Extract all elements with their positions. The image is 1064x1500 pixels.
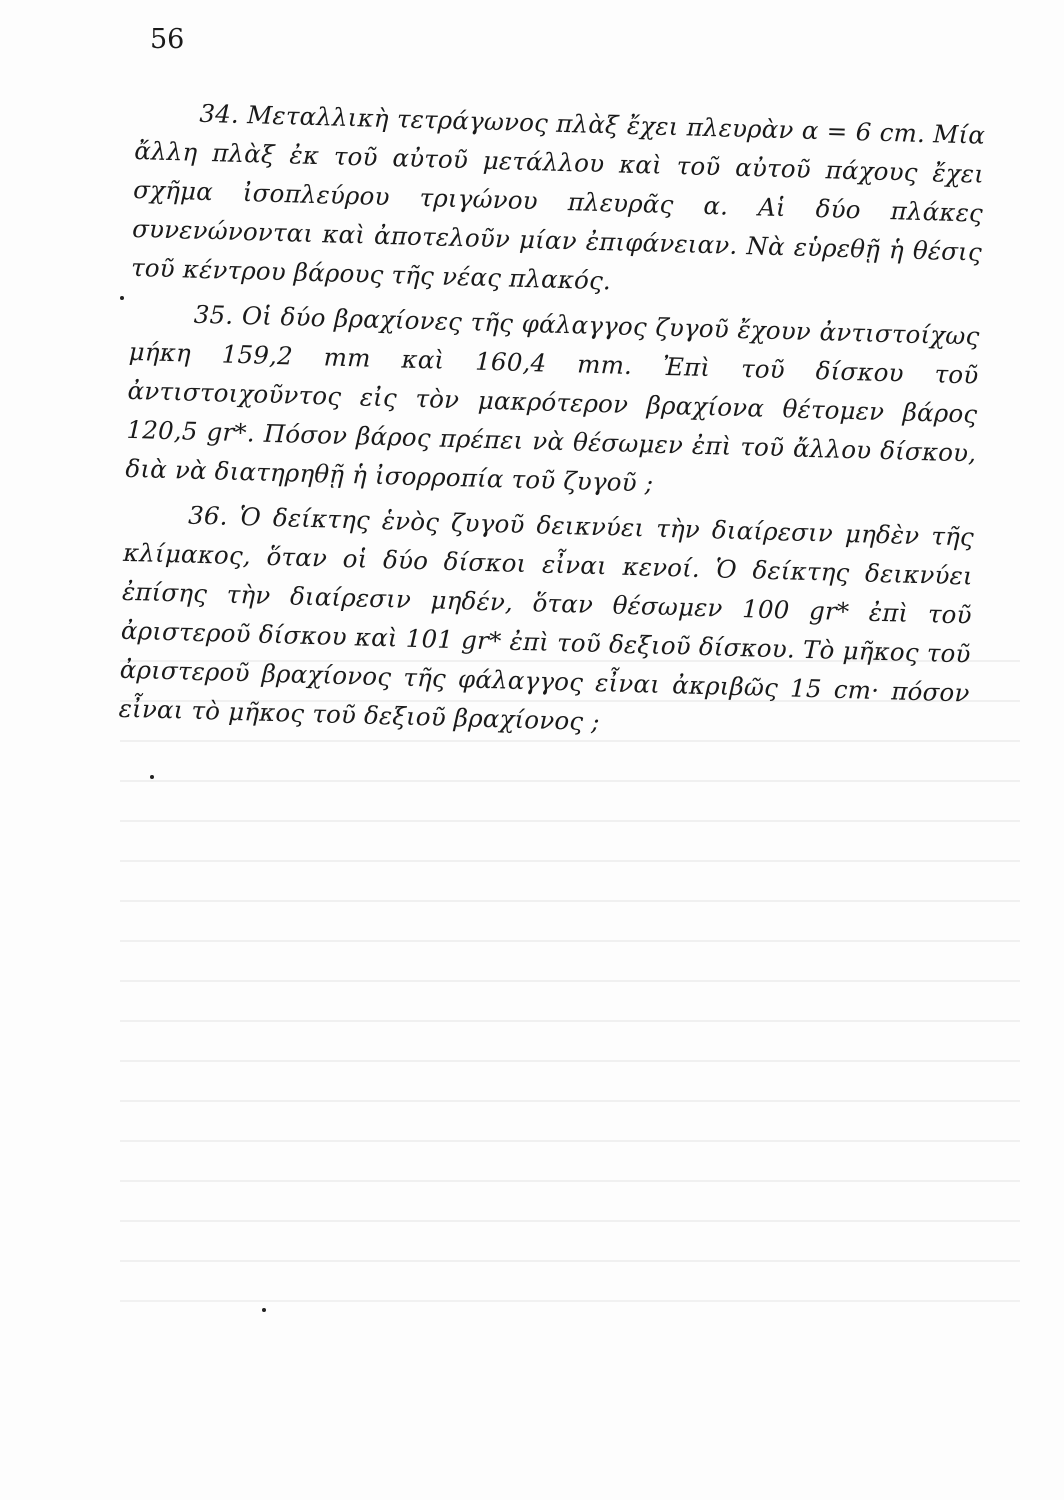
show-through-texture xyxy=(120,660,1020,1460)
problem-text: Οἱ δύο βραχίονες τῆς φάλαγγος ζυγοῦ ἔχουν ἀντιστοίχως μήκη 159,2 mm καὶ 160,4 mm. Ἐπὶ τοῦ δίσκου τοῦ ἀντιστοιχοῦντος εἰς τὸν μακρότερον βραχίονα θέτομεν βάρος 120,5 gr*. Πόσον βάρος πρέπει νὰ θέσωμεν ἐπὶ τοῦ ἄλλου δίσκου, διὰ νὰ διατηρηθῇ ἡ ἰσορροπία τοῦ ζυγοῦ ; xyxy=(125,301,980,498)
problem-number: 36. xyxy=(187,500,229,531)
page-number: 56 xyxy=(150,24,185,55)
problem-text: Μεταλλικὴ τετράγωνος πλὰξ ἔχει πλευρὰν α = 6 cm. Μία ἄλλη πλὰξ ἐκ τοῦ αὐτοῦ μετάλλου καὶ τοῦ αὐτοῦ πάχους ἔχει σχῆμα ἰσοπλεύρου τριγώνου πλευρᾶς α. Αἱ δύο πλάκες συνενώνονται καὶ ἀποτελοῦν μίαν ἐπιφάνειαν. Νὰ εὑρεθῇ ἡ θέσις τοῦ κέντρου βάρους τῆς νέας πλακός. xyxy=(130,100,986,296)
problem-34 xyxy=(131,92,986,311)
scan-speck xyxy=(120,296,124,300)
problem-number: 35. xyxy=(193,299,234,330)
problem-text: Ὁ δείκτης ἑνὸς ζυγοῦ δεικνύει τὴν διαίρεσιν μηδὲν τῆς κλίμακος, ὅταν οἱ δύο δίσκοι εἶναι κενοί. Ὁ δείκτης δεικνύει ἐπίσης τὴν διαίρεσιν μηδέν, ὅταν θέσωμεν 100 gr* ἐπὶ τοῦ ἀριστεροῦ δίσκου καὶ 101 gr* ἐπὶ τοῦ δεξιοῦ δίσκου. Τὸ μῆκος τοῦ ἀριστεροῦ βραχίονος τῆς φάλαγγος εἶναι ἀκριβῶς 15 cm· πόσον εἶναι τὸ μῆκος τοῦ δεξιοῦ βραχίονος ; xyxy=(118,502,975,737)
problem-35 xyxy=(125,293,980,512)
scan-speck xyxy=(262,1308,266,1312)
problem-36 xyxy=(118,494,974,752)
scan-speck xyxy=(150,775,154,779)
problem-number: 34. xyxy=(199,98,240,129)
problems-section xyxy=(118,92,986,757)
